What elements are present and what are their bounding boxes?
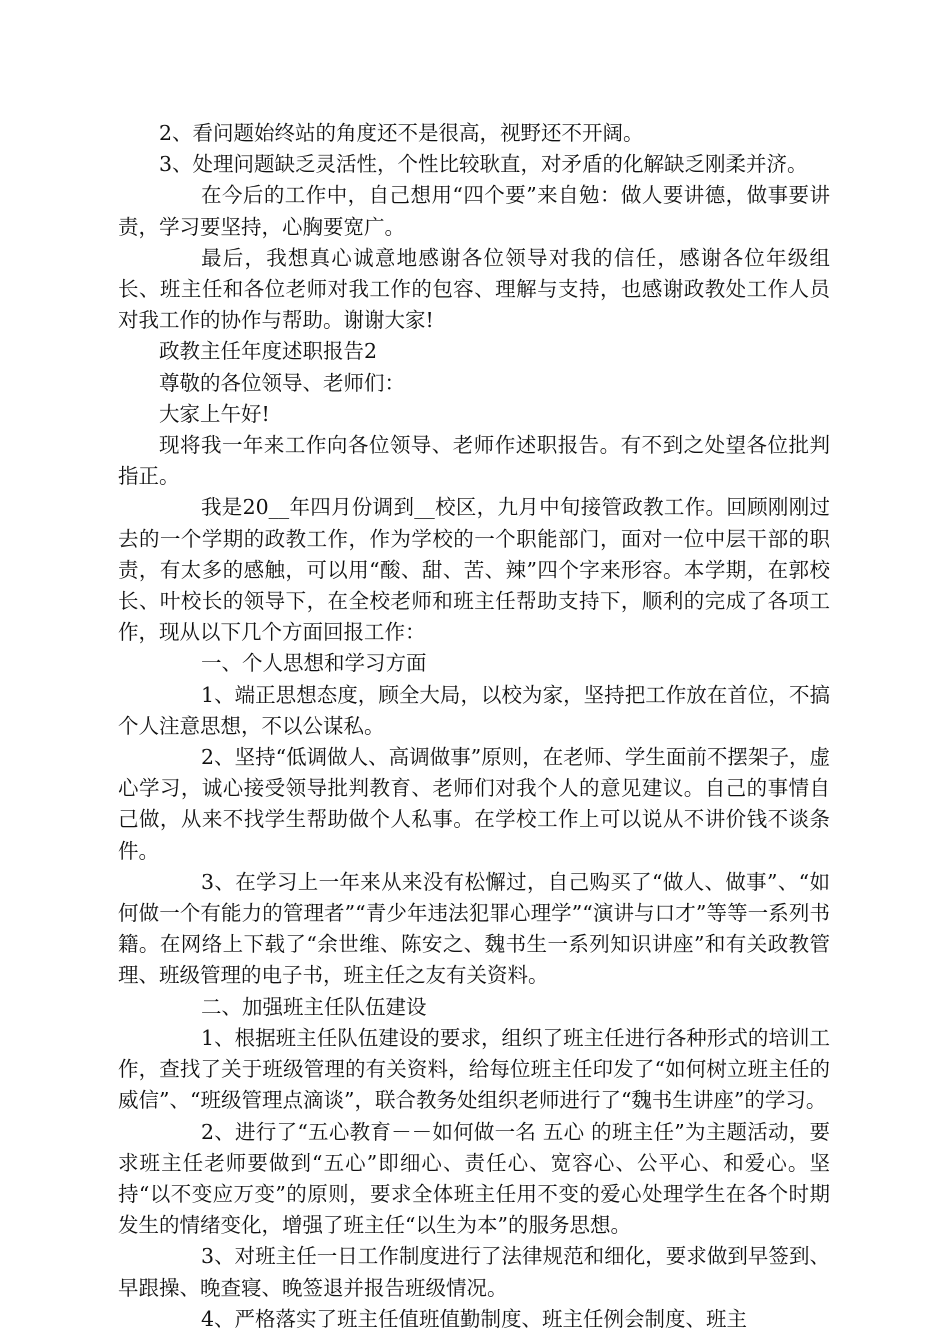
section-heading: 二、加强班主任队伍建设 <box>201 994 427 1019</box>
paragraph: 3、对班主任一日工作制度进行了法律规范和细化，要求做到早签到、早跟操、晚查寝、晚签退并报告班级情况。 <box>118 1244 830 1300</box>
report-title: 政教主任年度述职报告2 <box>159 339 378 364</box>
paragraph: 4、严格落实了班主任值班值勤制度、班主任例会制度、班主 <box>201 1306 748 1331</box>
paragraph: 1、根据班主任队伍建设的要求，组织了班主任进行各种形式的培训工作，查找了关于班级管理的有关资料，给每位班主任印发了“如何树立班主任的威信”、“班级管理点滴谈”，联合教务处组织老师进行了“魏书生讲座”的学习。 <box>118 1025 830 1113</box>
paragraph: 在今后的工作中，自己想用“四个要”来自勉：做人要讲德，做事要讲责，学习要坚持，心胸要宽广。 <box>118 183 830 239</box>
paragraph: 2、看问题始终站的角度还不是很高，视野还不开阔。 <box>159 121 644 145</box>
paragraph: 最后，我想真心诚意地感谢各位领导对我的信任，感谢各位年级组长、班主任和各位老师对我工作的包容、理解与支持，也感谢政教处工作人员对我工作的协作与帮助。谢谢大家! <box>118 245 830 333</box>
paragraph: 3、处理问题缺乏灵活性，个性比较耿直，对矛盾的化解缺乏刚柔并济。 <box>159 152 808 177</box>
paragraph: 2、坚持“低调做人、高调做事”原则，在老师、学生面前不摆架子，虚心学习，诚心接受领导批判教育、老师们对我个人的意见建议。自己的事情自己做，从来不找学生帮助做个人私事。在学校工作上可以说从不讲价钱不谈条件。 <box>118 745 830 863</box>
section-heading: 一、个人思想和学习方面 <box>201 651 427 676</box>
paragraph: 3、在学习上一年来从来没有松懈过，自己购买了“做人、做事”、“如何做一个有能力的管理者”“青少年违法犯罪心理学”“演讲与口才”等等一系列书籍。在网络上下载了“余世维、陈安之、魏书生一系列知识讲座”和有关政教管理、班级管理的电子书，班主任之友有关资料。 <box>118 869 830 988</box>
paragraph: 2、进行了“五心教育－－如何做一名 五心 的班主任”为主题活动，要求班主任老师要做到“五心”即细心、责任心、宽容心、公平心、和爱心。坚持“以不变应万变”的原则，要求全体班主任用不变的爱心处理学生在各个时期发生的情绪变化，增强了班主任“以生为本”的服务思想。 <box>118 1119 830 1238</box>
salutation: 尊敬的各位领导、老师们： <box>159 370 405 395</box>
paragraph: 我是20__年四月份调到__校区，九月中旬接管政教工作。回顾刚刚过去的一个学期的政教工作，作为学校的一个职能部门，面对一位中层干部的职责，有太多的感触，可以用“酸、甜、苦、辣”四个字来形容。本学期，在郭校长、叶校长的领导下，在全校老师和班主任帮助支持下，顺利的完成了各项工作，现从以下几个方面回报工作： <box>118 495 830 645</box>
paragraph: 现将我一年来工作向各位领导、老师作述职报告。有不到之处望各位批判指正。 <box>118 433 830 489</box>
paragraph: 1、端正思想态度，顾全大局，以校为家，坚持把工作放在首位，不搞个人注意思想，不以公谋私。 <box>118 682 830 738</box>
document-body <box>118 118 830 1335</box>
greeting: 大家上午好! <box>159 401 270 426</box>
